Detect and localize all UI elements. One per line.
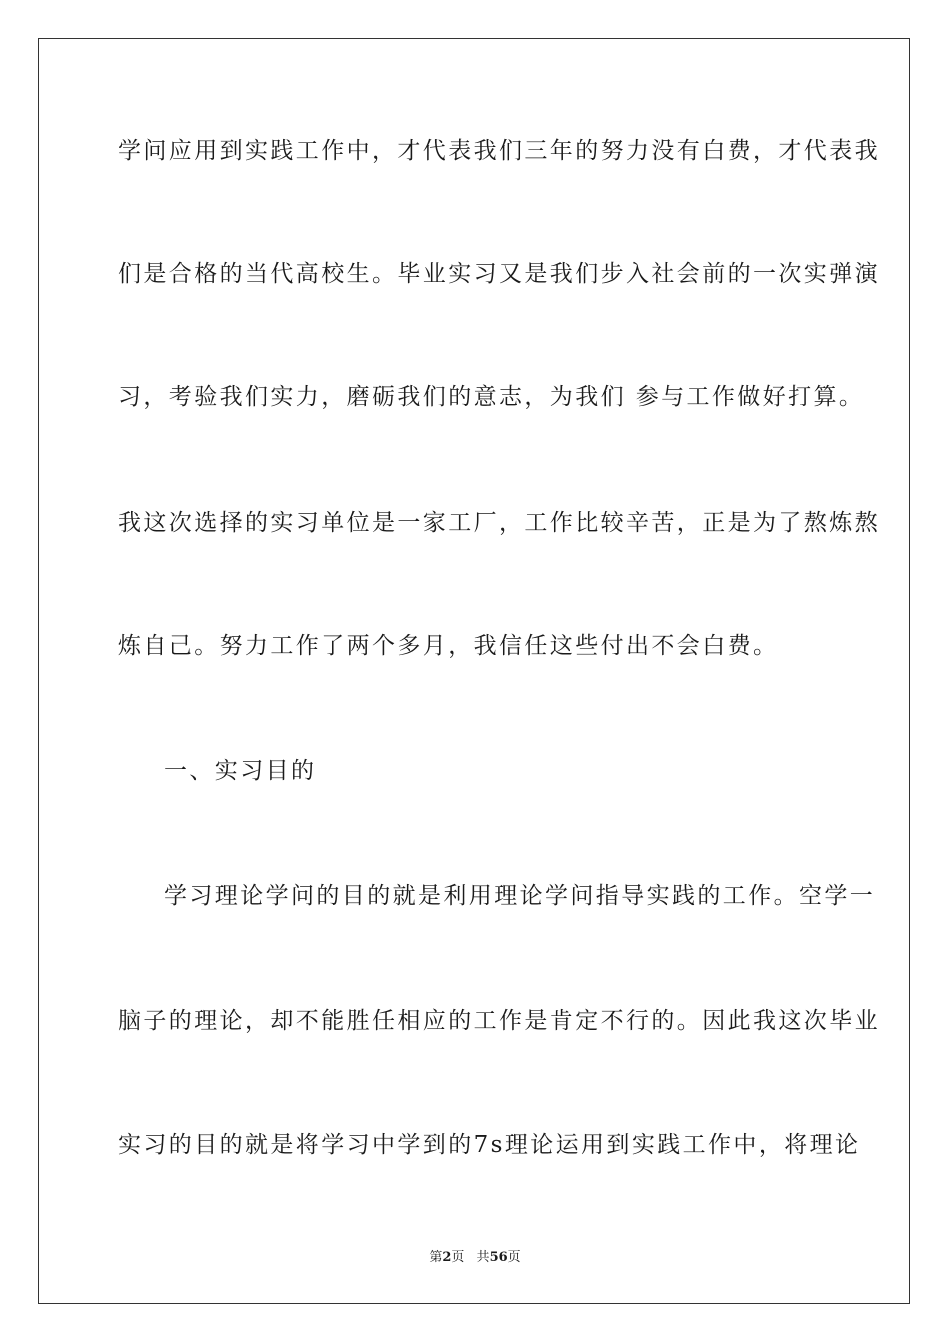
body-line-1: 学问应用到实践工作中，才代表我们三年的努力没有白费，才代表我 bbox=[118, 138, 880, 164]
body-line-2: 们是合格的当代高校生。毕业实习又是我们步入社会前的一次实弹演 bbox=[118, 261, 880, 287]
body-line-5: 炼自己。努力工作了两个多月，我信任这些付出不会白费。 bbox=[118, 633, 779, 659]
body-line-3: 习，考验我们实力，磨砺我们的意志，为我们 参与工作做好打算。 bbox=[118, 384, 865, 410]
body-line-8: 脑子的理论，却不能胜任相应的工作是肯定不行的。因此我这次毕业 bbox=[118, 1008, 880, 1034]
total-pages-label: 共56页 bbox=[476, 1250, 521, 1265]
section-heading: 一、实习目的 bbox=[164, 758, 317, 784]
page-number-label: 第2页 bbox=[429, 1250, 465, 1265]
body-line-4: 我这次选择的实习单位是一家工厂，工作比较辛苦，正是为了熬炼熬 bbox=[118, 510, 880, 536]
body-line-9: 实习的目的就是将学习中学到的7s理论运用到实践工作中，将理论 bbox=[118, 1132, 861, 1158]
body-line-7: 学习理论学问的目的就是利用理论学问指导实践的工作。空学一 bbox=[164, 883, 876, 909]
page-footer bbox=[0, 1246, 950, 1265]
page-border bbox=[38, 38, 910, 1304]
